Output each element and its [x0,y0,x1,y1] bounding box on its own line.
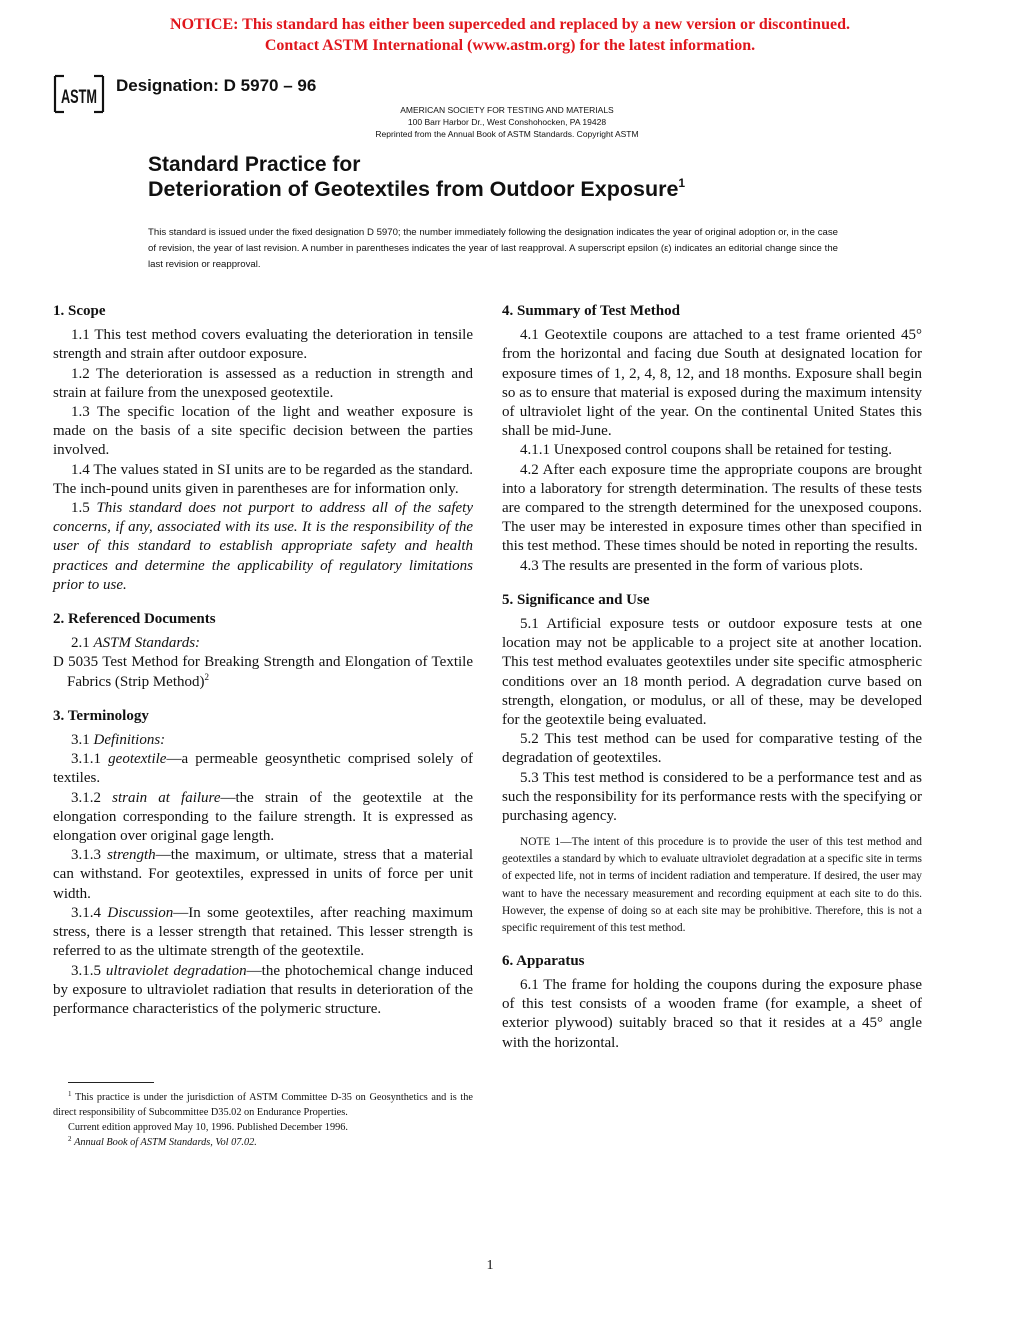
issuance-note: This standard is issued under the fixed designation D 5970; the number immediately following the designation indicates the year of original adoption or, in the case of revision, the year of last revision. A number in parentheses indicates the year of last reapproval. A superscript epsilon (ε) indicates an editorial change since the last revision or reapproval. [148,227,838,270]
paragraph-number: 3.1.2 [71,789,113,806]
footnote-mark: 1 [68,1090,72,1098]
paragraph-5-2: 5.2 This test method can be used for comparative testing of the degradation of geotextiles. [502,731,922,767]
footnote-1 [53,1090,473,1120]
footnote-2 [53,1135,473,1150]
paragraph-number: 3.1.5 [71,962,106,979]
section-heading-apparatus: 6. Apparatus [502,952,585,969]
definition-strain-at-failure [53,789,473,847]
title-text: Deterioration of Geotextiles from Outdoor Exposure [148,177,679,201]
section-heading-scope: 1. Scope [53,303,106,319]
definition: —a permeable geosynthetic comprised solely of textiles. [53,751,473,787]
term: geotextile [108,751,167,768]
definitions-label: Definitions: [93,732,166,749]
paragraph-4-2: 4.2 After each exposure time the appropriate coupons are brought into a laboratory for strength determination. The results of these tests are compared to the strength determined for the unexposed coupons. The user may be interested in exposure times other than specified in this test method. These times should be noted in reporting the results. [502,461,922,555]
paragraph-4-1-1: 4.1.1 Unexposed control coupons shall be retained for testing. [520,442,892,459]
paragraph-1-5 [53,499,473,595]
note-1: NOTE 1—The intent of this procedure is to provide the user of this test method and geotextiles a standard by which to evaluate ultraviolet degradation at a specific site in terms of expected life, not in terms of incident radiation and temperature. If desired, the user may want to have the necessary measurement and recording equipment at each site to do this. However, the expense of doing so at each site may be prohibitive. Therefore, this is not a specific requirement of this test method. [502,836,922,934]
paragraph-number: 1.5 [71,500,97,517]
right-column [502,302,922,1053]
paragraph-4-1: 4.1 Geotextile coupons are attached to a test frame oriented 45° from the horizontal and facing due South at designated location for exposure times of 1, 2, 4, 8, 12, and 18 months. Exposure shall begin so as to ensure that material is exposed during the maximum intensity of ultraviolet light of the year. On the continental United States this shall be mid-June. [502,327,922,440]
paragraph-2-1 [53,634,473,653]
supersession-notice [0,14,1020,56]
society-info [300,104,714,140]
definition: —the photochemical change induced by exposure to ultraviolet radiation that results in deterioration of the performance characteristics of the polymeric structure. [53,962,474,1017]
footnote-text: Annual Book of ASTM Standards, Vol 07.02. [74,1137,257,1148]
paragraph-number: 3.1.1 [71,751,109,768]
designation: Designation: D 5970 – 96 [116,76,317,95]
safety-caveat: This standard does not purport to address all of the safety concerns, if any, associated with its use. It is the responsibility of the user of this standard to establish appropriate safety and health practices and determine the applicability of regulatory limitations prior to use. [53,500,474,593]
page-number: 1 [486,1258,494,1273]
reference-text: D 5035 Test Method for Breaking Strength and Elongation of Textile Fabrics (Strip Method) [53,654,473,690]
reprint-line: Reprinted from the Annual Book of ASTM Standards. Copyright ASTM [375,129,639,139]
footnote-text: This practice is under the jurisdiction of ASTM Committee D-35 on Geosynthetics and is the direct responsibility of Subcommittee D35.02 on Endurance Properties. [53,1092,473,1118]
definition-ultraviolet-degradation [53,962,473,1020]
astm-standards-label: ASTM Standards: [93,635,201,652]
section-heading-significance: 5. Significance and Use [502,591,650,608]
term: strength [107,847,156,864]
footnotes [53,1090,473,1150]
definition-strength [53,846,473,904]
paragraph-number: 3.1 [71,732,94,749]
footnote-mark: 2 [68,1135,72,1143]
paragraph-1-3: 1.3 The specific location of the light and weather exposure is made on the basis of a site specific decision between the parties involved. [53,404,473,459]
edition-note: Current edition approved May 10, 1996. Published December 1996. [68,1122,348,1133]
section-heading-summary: 4. Summary of Test Method [502,303,680,319]
notice-line-1: NOTICE: This standard has either been superceded and replaced by a new version or discontinued. [170,16,850,33]
paragraph-1-2: 1.2 The deterioration is assessed as a reduction in strength and strain at failure from the unexposed geotextile. [53,365,473,401]
title-footnote-mark: 1 [678,176,686,190]
section-heading-referenced-documents: 2. Referenced Documents [53,611,216,628]
definition-geotextile [53,750,473,788]
paragraph-1-4: 1.4 The values stated in SI units are to be regarded as the standard. The inch-pound units given in parentheses are for information only. [53,461,473,497]
society-address: 100 Barr Harbor Dr., West Conshohocken, PA 19428 [407,117,607,127]
logo-text: ASTM [61,87,97,108]
title-line-2 [148,177,685,202]
term: ultraviolet degradation [105,962,247,979]
footnote-divider [68,1082,154,1083]
paragraph-number: 3.1.4 [71,904,108,921]
notice-line-2: Contact ASTM International (www.astm.org) for the latest information. [264,37,756,54]
paragraph-6-1: 6.1 The frame for holding the coupons during the exposure phase of this test consists of a wooden frame (for example, a sheet of exterior plywood) suitably braced so that it resides at a 45° angle with the horizontal. [502,977,922,1051]
paragraph-number: 3.1.3 [71,847,108,864]
paragraph-1-1: 1.1 This test method covers evaluating the deterioration in tensile strength and strain after outdoor exposure. [53,327,473,363]
term: strain at failure [112,789,221,806]
astm-logo-icon [52,72,106,116]
definition-discussion [53,904,473,962]
definition: —the maximum, or ultimate, stress that a material can withstand. For geotextiles, expressed in units of force per unit width. [53,847,474,902]
paragraph-3-1 [53,731,473,750]
paragraph-number: 2.1 [71,635,94,652]
document-title [148,152,685,202]
definition: —In some geotextiles, after reaching maximum stress, there is a lesser strength that retained. This lesser strength is referred to as the ultimate strength of the geotextile. [53,904,473,960]
definition: —the strain of the geotextile at the elongation corresponding to the failure strength. It is expressed as elongation over original gage length. [53,789,474,845]
paragraph-5-3: 5.3 This test method is considered to be a performance test and as such the responsibility for its performance rests with the specifying or purchasing agency. [502,769,922,825]
section-heading-terminology: 3. Terminology [53,707,149,724]
paragraph-5-1: 5.1 Artificial exposure tests or outdoor exposure tests at one location may not be applicable to a project site at another location. This test method evaluates geotextiles under site specific atmospheric conditions over an 18 month period. A degradation curve based on strength, elongation, or modulus, or all of these, may be developed for the geotextile being evaluated. [502,616,922,729]
society-name: AMERICAN SOCIETY FOR TESTING AND MATERIALS [400,105,614,115]
title-line-1: Standard Practice for [148,153,361,176]
reference-d5035 [53,653,473,691]
footnote-mark: 2 [204,671,209,682]
term: Discussion [107,904,174,921]
left-column [53,302,473,1019]
paragraph-4-3: 4.3 The results are presented in the form of various plots. [520,557,863,574]
